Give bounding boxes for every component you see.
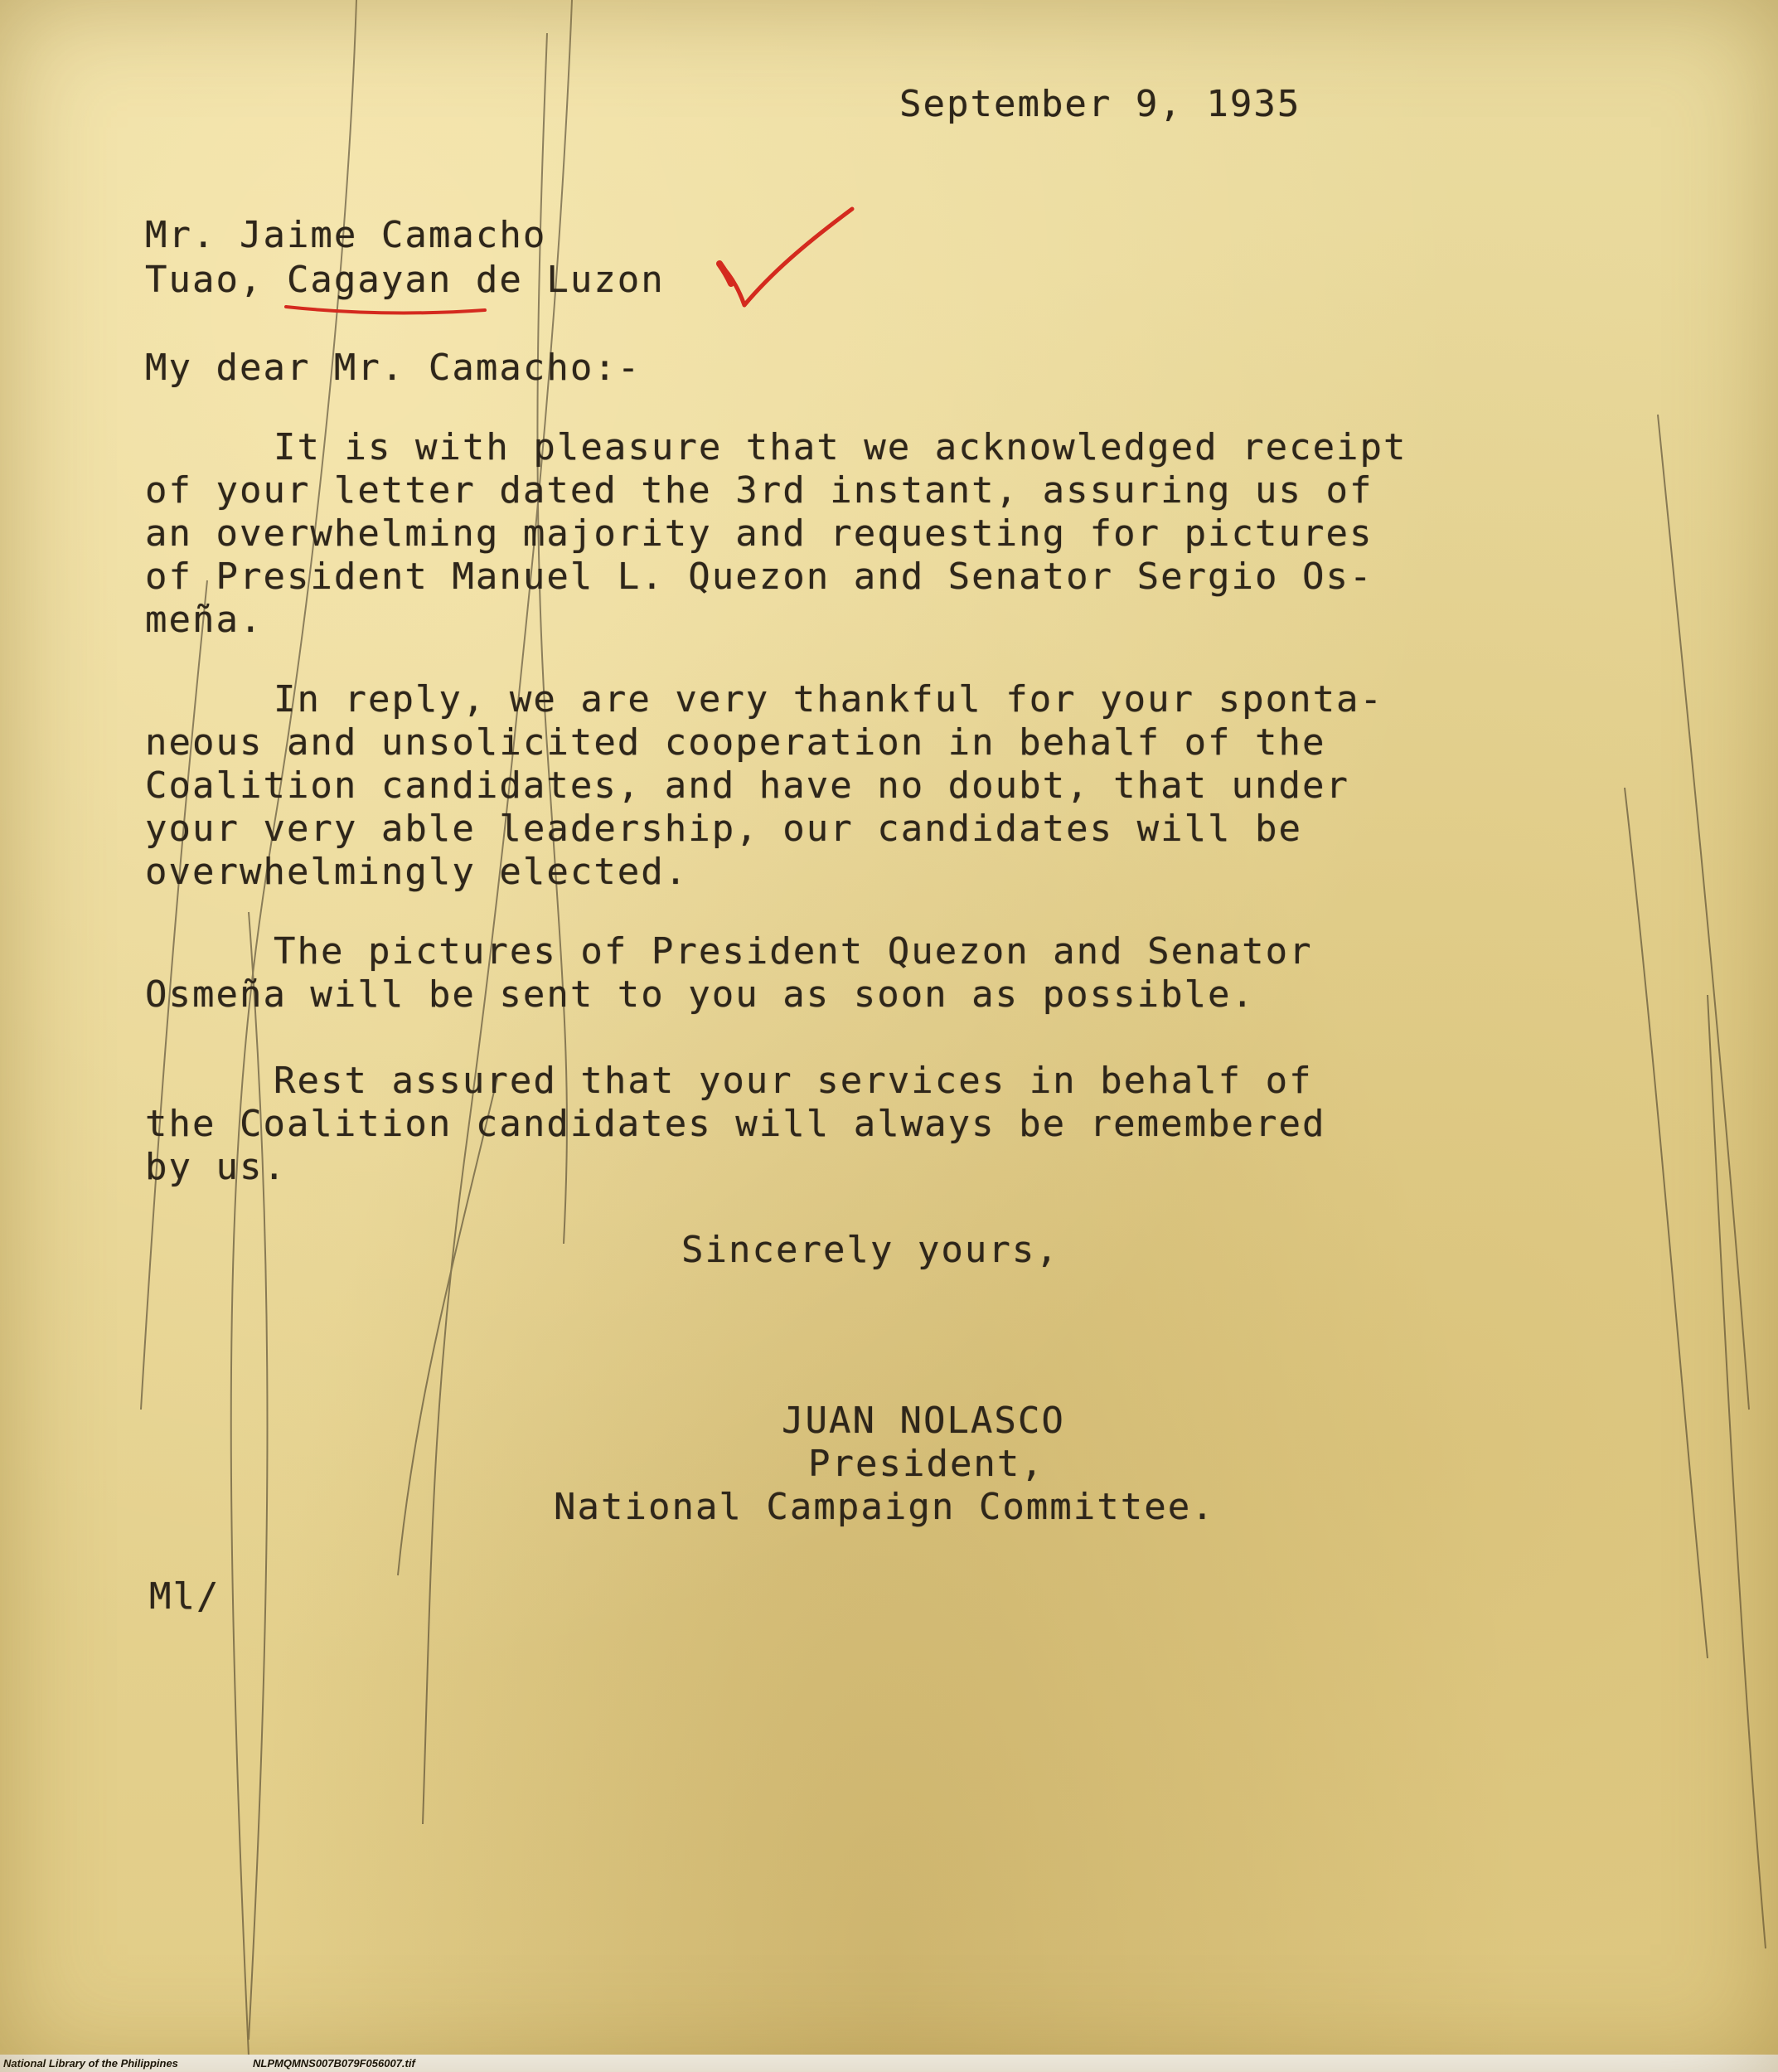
paragraph-2-line: your very able leadership, our candidates will be — [145, 808, 1303, 850]
paragraph-2-line: In reply, we are very thankful for your sponta- — [274, 678, 1384, 721]
paragraph-4-line: by us. — [145, 1146, 287, 1188]
paragraph-1-line: meña. — [145, 599, 264, 641]
paragraph-1-line: It is with pleasure that we acknowledged receipt — [274, 426, 1407, 468]
archive-name: National Library of the Philippines — [3, 2057, 178, 2070]
archive-file-id: NLPMQMNS007B079F056007.tif — [253, 2057, 415, 2070]
typist-initials: Ml/ — [149, 1575, 220, 1618]
paragraph-4-line: Rest assured that your services in behalf of — [274, 1060, 1313, 1102]
paragraph-1-line: of President Manuel L. Quezon and Senator Sergio Os- — [145, 556, 1373, 598]
paragraph-3-line: The pictures of President Quezon and Senator — [274, 930, 1313, 973]
paragraph-3-line: Osmeña will be sent to you as soon as possible. — [145, 973, 1256, 1016]
recipient-address: Tuao, Cagayan de Luzon — [145, 259, 665, 301]
paragraph-4-line: the Coalition candidates will always be remembered — [145, 1103, 1326, 1145]
letter-date: September 9, 1935 — [899, 83, 1301, 125]
salutation: My dear Mr. Camacho:- — [145, 347, 642, 389]
closing: Sincerely yours, — [681, 1229, 1059, 1271]
recipient-name: Mr. Jaime Camacho — [145, 214, 547, 256]
paragraph-2-line: neous and unsolicited cooperation in behalf of the — [145, 721, 1326, 764]
paragraph-2-line: Coalition candidates, and have no doubt, that under — [145, 764, 1350, 807]
archive-footer — [0, 2055, 1778, 2072]
signatory-name: JUAN NOLASCO — [782, 1400, 1065, 1442]
signatory-title: President, — [808, 1443, 1044, 1485]
paragraph-1-line: of your letter dated the 3rd instant, assuring us of — [145, 469, 1373, 512]
signatory-organization: National Campaign Committee. — [554, 1486, 1215, 1528]
paragraph-2-line: overwhelmingly elected. — [145, 851, 689, 893]
paragraph-1-line: an overwhelming majority and requesting for pictures — [145, 512, 1373, 555]
